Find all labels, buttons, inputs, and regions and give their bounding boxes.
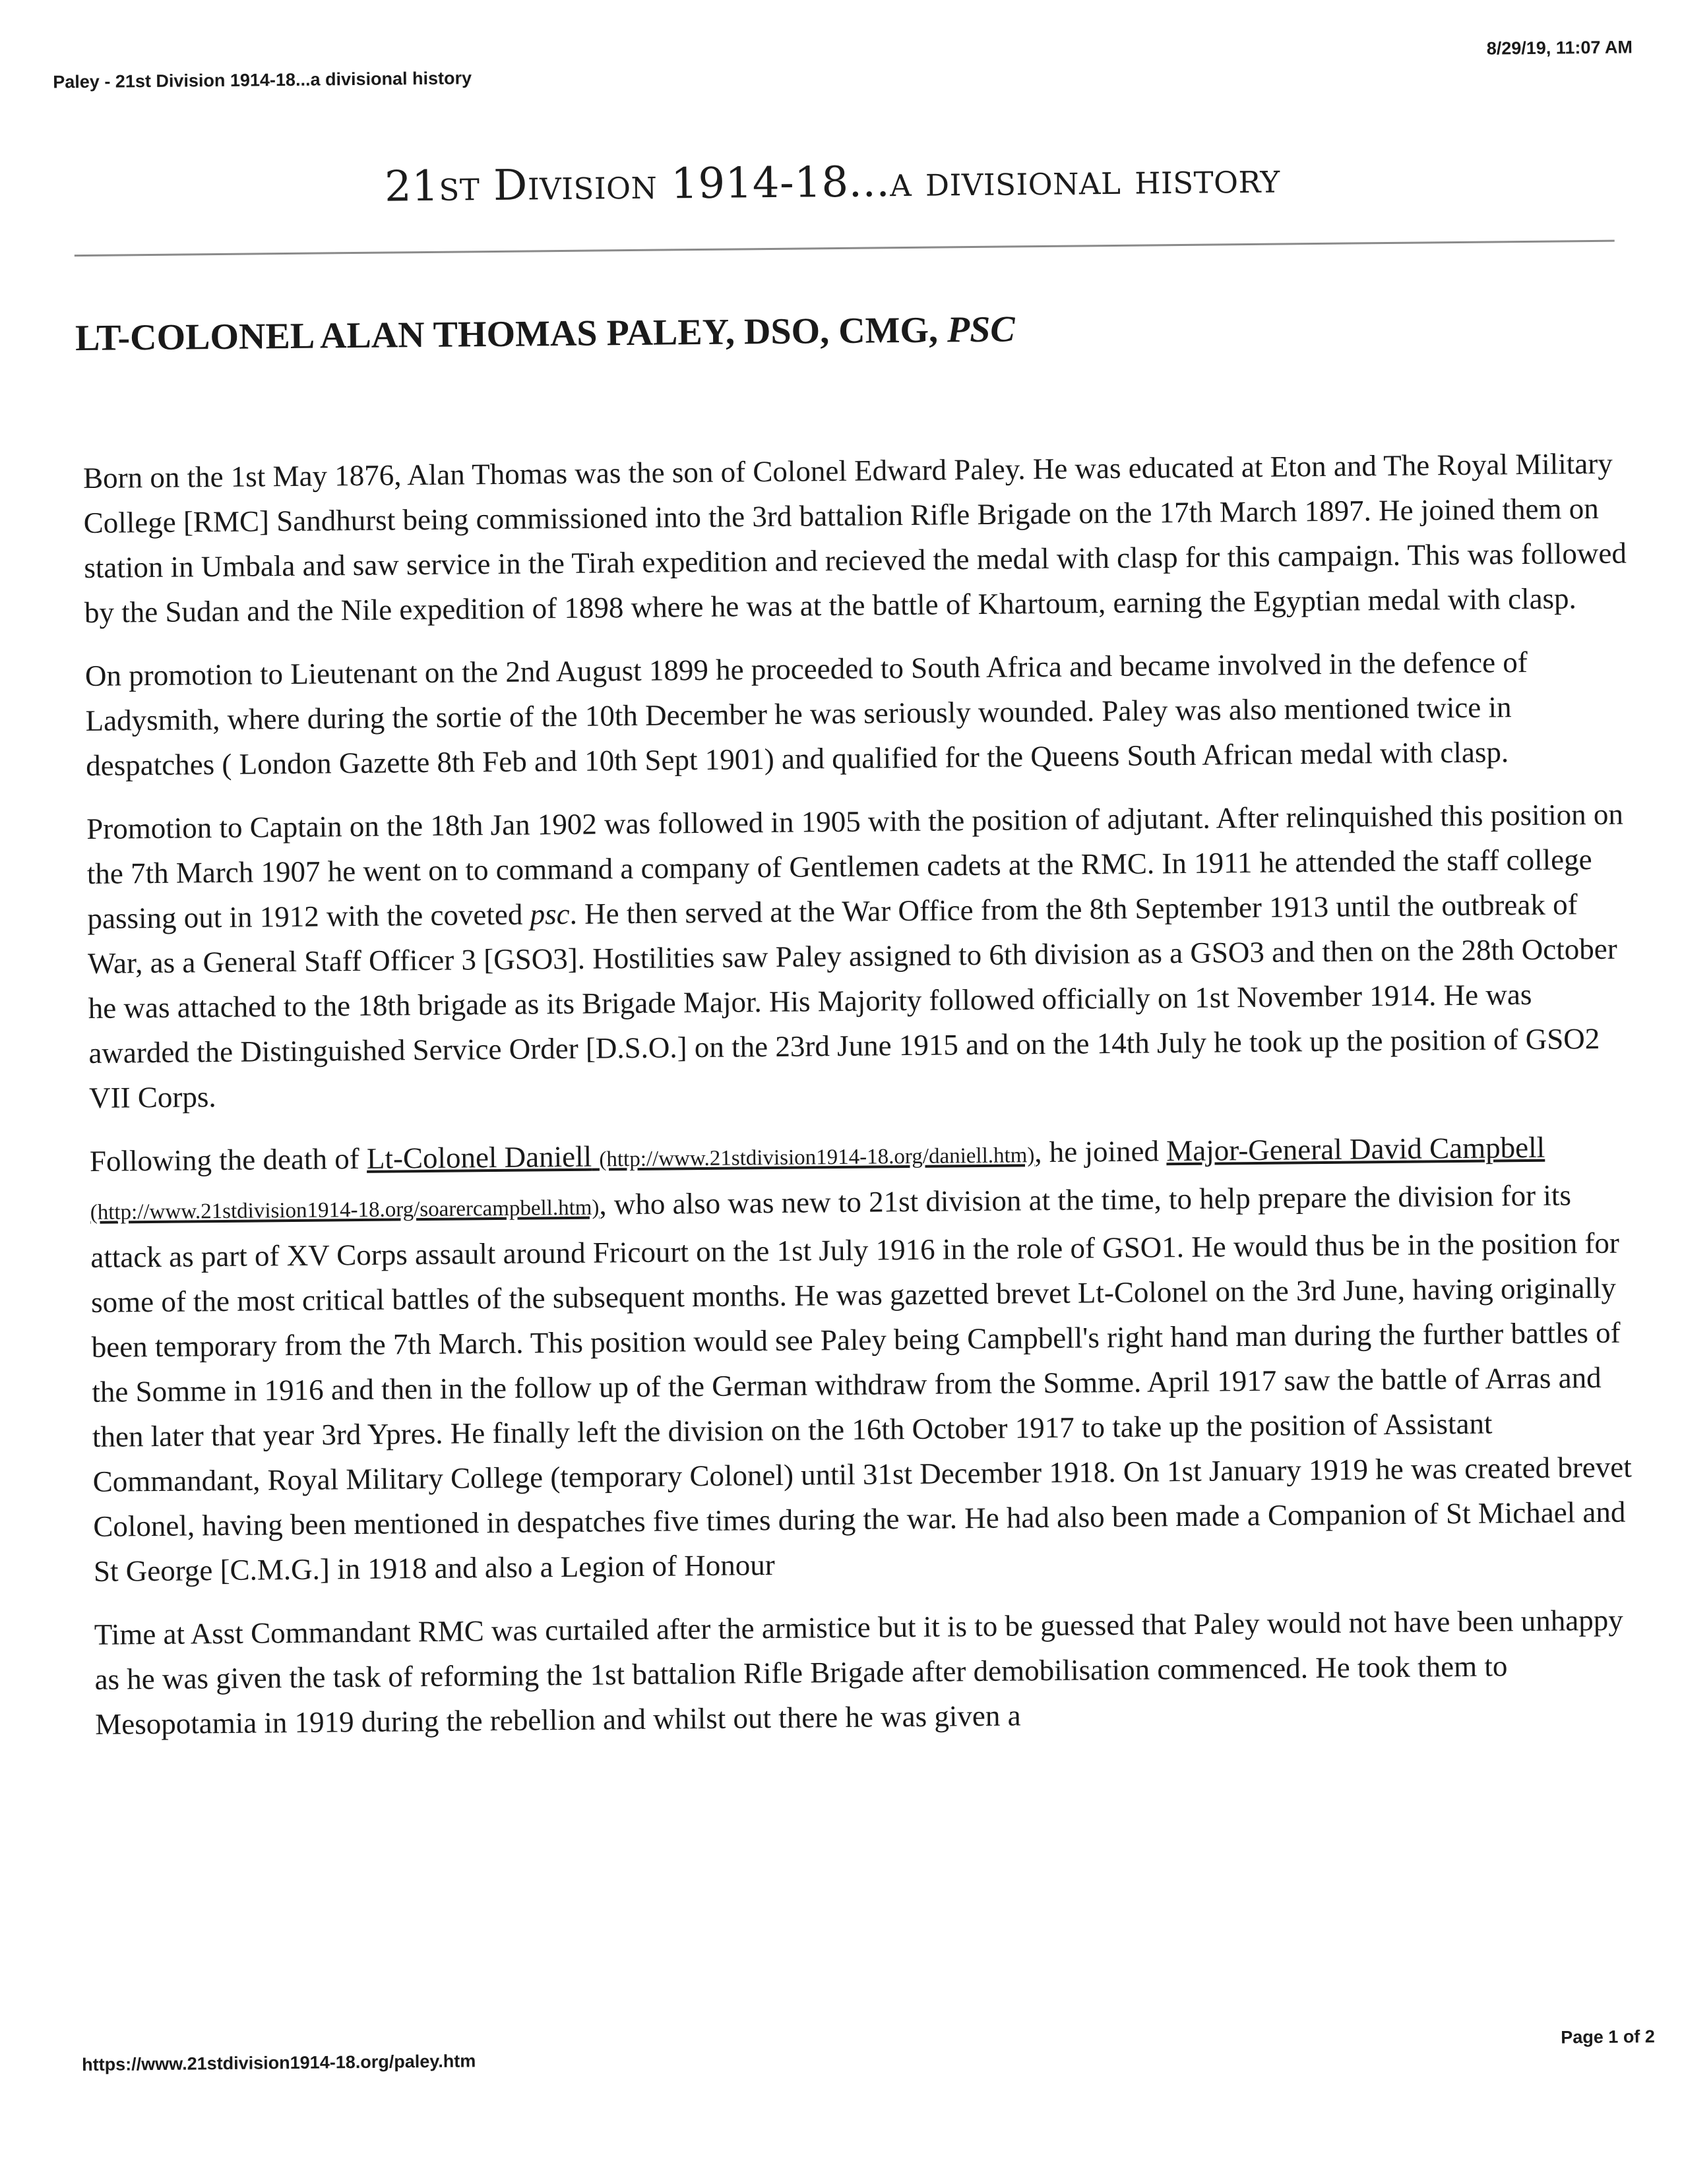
- paragraph-text: , he joined: [1034, 1134, 1167, 1169]
- print-footer-page-indicator: Page 1 of 2: [1561, 2026, 1656, 2048]
- link-text: Major-General David Campbell: [1166, 1130, 1545, 1168]
- article-body: [83, 440, 1642, 1765]
- page-heading: [75, 308, 1015, 359]
- psc-italic: psc: [530, 897, 570, 931]
- paragraph-staff-career: [86, 791, 1636, 1120]
- site-title: 21st Division 1914-18...a divisional history: [384, 154, 1280, 212]
- paragraph-post-war: Time at Asst Commandant RMC was curtailed after the armistice but it is to be guessed that Paley would not have been unhappy as he was given the task of reforming the 1st battalion Rifle Brigade after demobilisation commenced. He took them to Mesopotamia in 1919 during the rebellion and whilst out there he was given a: [94, 1603, 1623, 1741]
- link-lt-colonel-daniell[interactable]: [367, 1136, 1035, 1175]
- link-url: (http://www.21stdivision1914-18.org/soarercampbell.htm): [90, 1196, 600, 1225]
- print-header-title: Paley - 21st Division 1914-18...a divisional history: [53, 68, 472, 92]
- paragraph-text: Following the death of: [89, 1141, 367, 1178]
- paragraph-early-life: Born on the 1st May 1876, Alan Thomas was the son of Colonel Edward Paley. He was educated at Eton and The Royal Military College [RMC] Sandhurst being commissioned into the 3rd battalion Rifle Brigade on the 17th March 1897. He joined them on station in Umbala and saw service in the Tirah expedition and recieved the medal with clasp for this campaign. This was followed by the Sudan and the Nile expedition of 1898 where he was at the battle of Khartoum, earning the Egyptian medal with clasp.: [82, 446, 1627, 629]
- paragraph-text: , who also was new to 21st division at the time, to help prepare the division for its attack as part of XV Corps assault around Fricourt on the 1st July 1916 in the role of GSO1. He would thus be in the position for some of the most critical battles of the subsequent months. He was gazetted brevet Lt-Colonel on the 3rd June, having originally been temporary from the 7th March. This position would see Paley being Campbell's right hand man during the further battles of the Somme in 1916 and then in the follow up of the German withdraw from the Somme. April 1917 saw the battle of Arras and then later that year 3rd Ypres. He finally left the division on the 16th October 1917 to take up the position of Assistant Commandant, Royal Military College (temporary Colonel) until 31st December 1918. On 1st January 1919 he was created brevet Colonel, having been mentioned in despatches five times during the war. He had also been made a Companion of St Michael and St George [C.M.G.] in 1918 and also a Legion of Honour: [90, 1178, 1632, 1588]
- page-heading-main: LT-COLONEL ALAN THOMAS PALEY, DSO, CMG,: [75, 309, 948, 359]
- paragraph-text: . He then served at the War Office from the 8th September 1913 until the outbreak of War, as a General Staff Officer 3 [GSO3]. Hostilities saw Paley assigned to 6th division as a GSO3 and then on the 28th October he was attached to the 18th brigade as its Brigade Major. His Majority followed officially on 1st November 1914. He was awarded the Distinguished Service Order [D.S.O.] on the 23rd June 1915 and on the 14th July he took up the position of GSO2 VII Corps.: [87, 888, 1617, 1114]
- paragraph-text: Promotion to Captain on the 18th Jan 1902 was followed in 1905 with the position of adjutant. After relinquished this position on the 7th March 1907 he went on to command a company of Gentlemen cadets at the RMC. In 1911 he attended the staff college passing out in 1912 with the coveted: [86, 797, 1624, 935]
- paragraph-south-africa: On promotion to Lieutenant on the 2nd August 1899 he proceeded to South Africa and became involved in the defence of Ladysmith, where during the sortie of the 10th December he was seriously wounded. Paley was also mentioned twice in despatches ( London Gazette 8th Feb and 10th Sept 1901) and qualified for the Queens South African medal with clasp.: [84, 645, 1528, 782]
- title-divider: [75, 240, 1615, 257]
- print-footer-url: https://www.21stdivision1914-18.org/paley.htm: [82, 2051, 476, 2075]
- link-text: Lt-Colonel Daniell: [366, 1139, 592, 1175]
- print-header-timestamp: 8/29/19, 11:07 AM: [1486, 37, 1633, 59]
- link-url: (http://www.21stdivision1914-18.org/daniell.htm): [599, 1143, 1035, 1172]
- page-heading-psc: PSC: [947, 309, 1015, 351]
- paragraph-21st-division: [90, 1124, 1641, 1593]
